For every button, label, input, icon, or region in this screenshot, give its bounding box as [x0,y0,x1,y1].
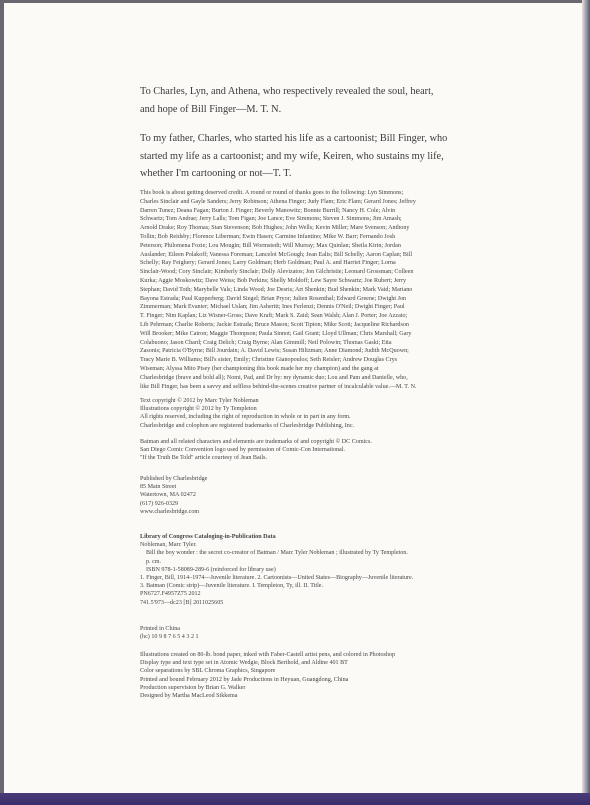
cip-classification: PN6727.F4957Z75 2012 [140,591,201,598]
publisher-line: www.charlesbridge.com [140,508,200,515]
cip-isbn: ISBN 978-1-58089-289-6 (reinforced for library use) [146,566,276,573]
credit-line: Illustrations created on 80-lb. bond paper, inked with Faber-Castell artist pens, and colored in Photoshop [140,652,396,658]
dedication-illustrator [140,130,540,183]
dedication-line: started my life as a cartoonist; and my wife, Keiren, who sustains my life, [140,150,444,162]
cip-author: Nobleman, Marc Tyler. [140,542,197,549]
credit-line: Production supervision by Brian G. Walker [140,684,246,691]
copyright-line: All rights reserved, including the right of reproduction in whole or in part in any form. [140,414,351,421]
production-credits [140,651,580,700]
credit-line: Color separations by SBL Chroma Graphics, Singapore [140,668,276,675]
trademark-line: "If the Truth Be Told" article courtesy of Jean Bails. [140,455,267,462]
cip-pages: p. cm. [146,558,162,565]
ack-line: Peterson; Philomena Fozie; Lou Mougin; Bill Wormstedt; Will Murray; Max Quinlan; Sheila Kirin; Jordan [140,242,401,249]
dedication-line: whether I'm cartooning or not—T. T. [140,168,292,179]
ack-line: Sinclair-Wood; Cory Sinclair; Kimberly Sinclair; Dolly Alevizatos; Jon Gilchristie; Leonard Grossman; Colleen [140,269,414,276]
ack-line: Arnold Drake; Roy Thomas; Stan Stevenson; Bob Hughes; John Wells; Kevin Miller; Mare Svenson; Anthony [140,225,410,232]
dedication-line: and hope of Bill Finger—M. T. N. [140,103,282,115]
dedication-authors [140,83,540,118]
trademark-notice [140,438,580,463]
publisher-line: Published by Charlesbridge [140,476,208,482]
ack-line: Bayona Estrada; Paul Kupperberg; David Siegel; Brian Pryor; Julien Rosenthal; Edward Greene; Dwight Jon [140,295,407,302]
publisher-line: Watertown, MA 02472 [140,492,196,499]
copyright-notice [140,397,580,430]
copyright-line: Text copyright © 2012 by Marc Tyler Nobleman [140,398,259,404]
cip-dewey-row [140,599,390,607]
ack-line: like Bill Finger, has been a savvy and selfless behind-the-scenes creative partner of incalculable value.—M. T. N. [140,383,417,390]
trademark-line: San Diego Comic Convention logo used by permission of Comic-Con International. [140,447,345,454]
cip-heading: Library of Congress Cataloging-in-Publication Data [140,534,276,540]
printing-line: (hc) 10 9 8 7 6 5 4 3 2 1 [140,634,199,641]
ack-line: Tollin; Bob Reidsby; Florence Liberman; Ewin Hasen; Carmine Infantino; Mike W. Barr; Fernando Josh [140,233,396,240]
publisher-info [140,475,580,516]
page-edge-shadow [582,0,590,805]
credit-line: Printed and bound February 2012 by Jade Productions in Heyuan, Guangdong, China [140,676,349,683]
cip-subjects: 1. Finger, Bill, 1914–1974—Juvenile literature. 2. Cartoonists—United States—Biography—Juvenile literature. [140,575,414,582]
copyright-page [4,3,584,795]
ack-line: Will Brooker; Mike Catron; Maggie Thompson; Paula Sinnot; Gail Grant; Lloyd Ullman; Chris Marshall; Gary [140,330,412,337]
ack-line: Schwartz; Tom Andrae; Jerry Lalls; Tom Figan; Joe Lance; Eve Simmons; Steven J. Simmons; Jim Amash; [140,216,402,223]
ack-line: T. Finger; Nim Kaplan; Liz Wisner-Gross; Dave Kraft; Mark S. Zaid; Sean Walsh; Alan J. Porter; Joe Azzato; [140,313,408,320]
dedication-line: To my father, Charles, who started his life as a cartoonist; Bill Finger, who [140,133,448,144]
ack-line: Wiseman; Alyssa Mito Pisey (her championing this book made her my champion) and the gang at [140,365,379,372]
cip-dewey: 741.5'973—dc23 [B] [140,599,192,606]
cip-title: Bill the boy wonder : the secret co-creator of Batman / Marc Tyler Nobleman ; illustrated by Ty Templeton. [146,550,408,557]
cip-data [140,533,580,607]
publisher-line: 85 Main Street [140,484,177,491]
printing-line: Printed in China [140,626,180,632]
ack-line: Auslander; Eileen Polakoff; Vanessa Foreman; Lancelot McGough; Jean Ealis; Bill Schelly; Aaron Caplan; Bill [140,251,413,258]
printing-info [140,625,580,641]
credit-line: Designed by Martha MacLeod Sikkema [140,693,238,700]
copyright-line: Charlesbridge and colophon are registered trademarks of Charlesbridge Publishing, Inc. [140,422,355,429]
ack-line: Schelly; Ray Feighery; Gerard Jones; Larry Goldman; Herb Goldman; Paul A. and Harriet Finger; Lorna [140,260,396,267]
copyright-line: Illustrations copyright © 2012 by Ty Templeton [140,406,257,413]
ack-line: Zasonis; Patricia O'Byrne; Bill Jourdain; A. David Lewis; Susan Hiltzman; Anne Diamond; Judith McQuown; [140,348,409,355]
ack-line: Colabuono; Jason Chard; Craig Delich; Craig Byrne; Alan Gimmill; Neil Polowin; Thomas Gaski; Etta [140,339,392,346]
cip-subjects: 3. Batman (Comic strip)—Juvenile literature. I. Templeton, Ty, ill. II. Title. [140,583,324,590]
ack-line: Darren Tunez; Deana Fagan; Burton J. Finger; Beverly Manowitz; Bonnie Burrill; Nancy H. Cole; Alvin [140,207,396,214]
ack-line: Zimmerman; Mark Evanier; Michael Uslan; Jim Asheritt; Ines Ferlenzi; Dennis O'Neil; Dwight Finger; Paul [140,304,405,311]
ack-line: This book is about getting deserved credit. A round or round of thanks goes to the following: Lyn Simmons; [140,190,404,196]
credit-line: Display type and text type set in Atomic Wedgie, Block Berthold, and Aldine 401 BT [140,660,348,667]
ack-line: Lib Pehrman; Charlie Roberts; Jackie Estrada; Bruce Mason; Scott Tipton; Mike Scott; Jacqueline Richardson [140,321,409,328]
dedication-line: To Charles, Lyn, and Athena, who respectively revealed the soul, heart, [140,86,434,97]
cip-lccn: 2011025605 [193,599,224,606]
ack-line: Tracy Marie B. Williams; Bill's sister, Emily; Christine Gianopoulos; Seth Reisler; Andrew Douglas Crys [140,357,398,364]
ack-line: Charles Sinclair and Gayle Sanders; Jerry Robinson; Athena Finger; Judy Flam; Eric Flam; Gerard Jones; Jeffrey [140,198,416,205]
ack-line: Charlesbridge (brave and bold all); Nomi, Pad, and Dr by: my dynamic duo; Lou and Pam and Danielle, who, [140,374,408,381]
ack-line: Kurka; Aggie Moskowitz; Dave Weiss; Bob Perkins; Shelly Moldoff; Lew Sayre Schwartz; Joe Rubert; Jerry [140,277,407,284]
acknowledgments [140,189,580,391]
ack-line: Stephan; David Toth; Marybelle Vals; Linda Wood; Joe Desris; Art Shenkin; Bud Shenkin; Mark Vaid; Mariano [140,286,413,293]
trademark-line: Batman and all related characters and elements are trademarks of and copyright © DC Comics. [140,439,372,445]
cover-edge [0,793,590,805]
publisher-line: (617) 926-0329 [140,500,179,507]
